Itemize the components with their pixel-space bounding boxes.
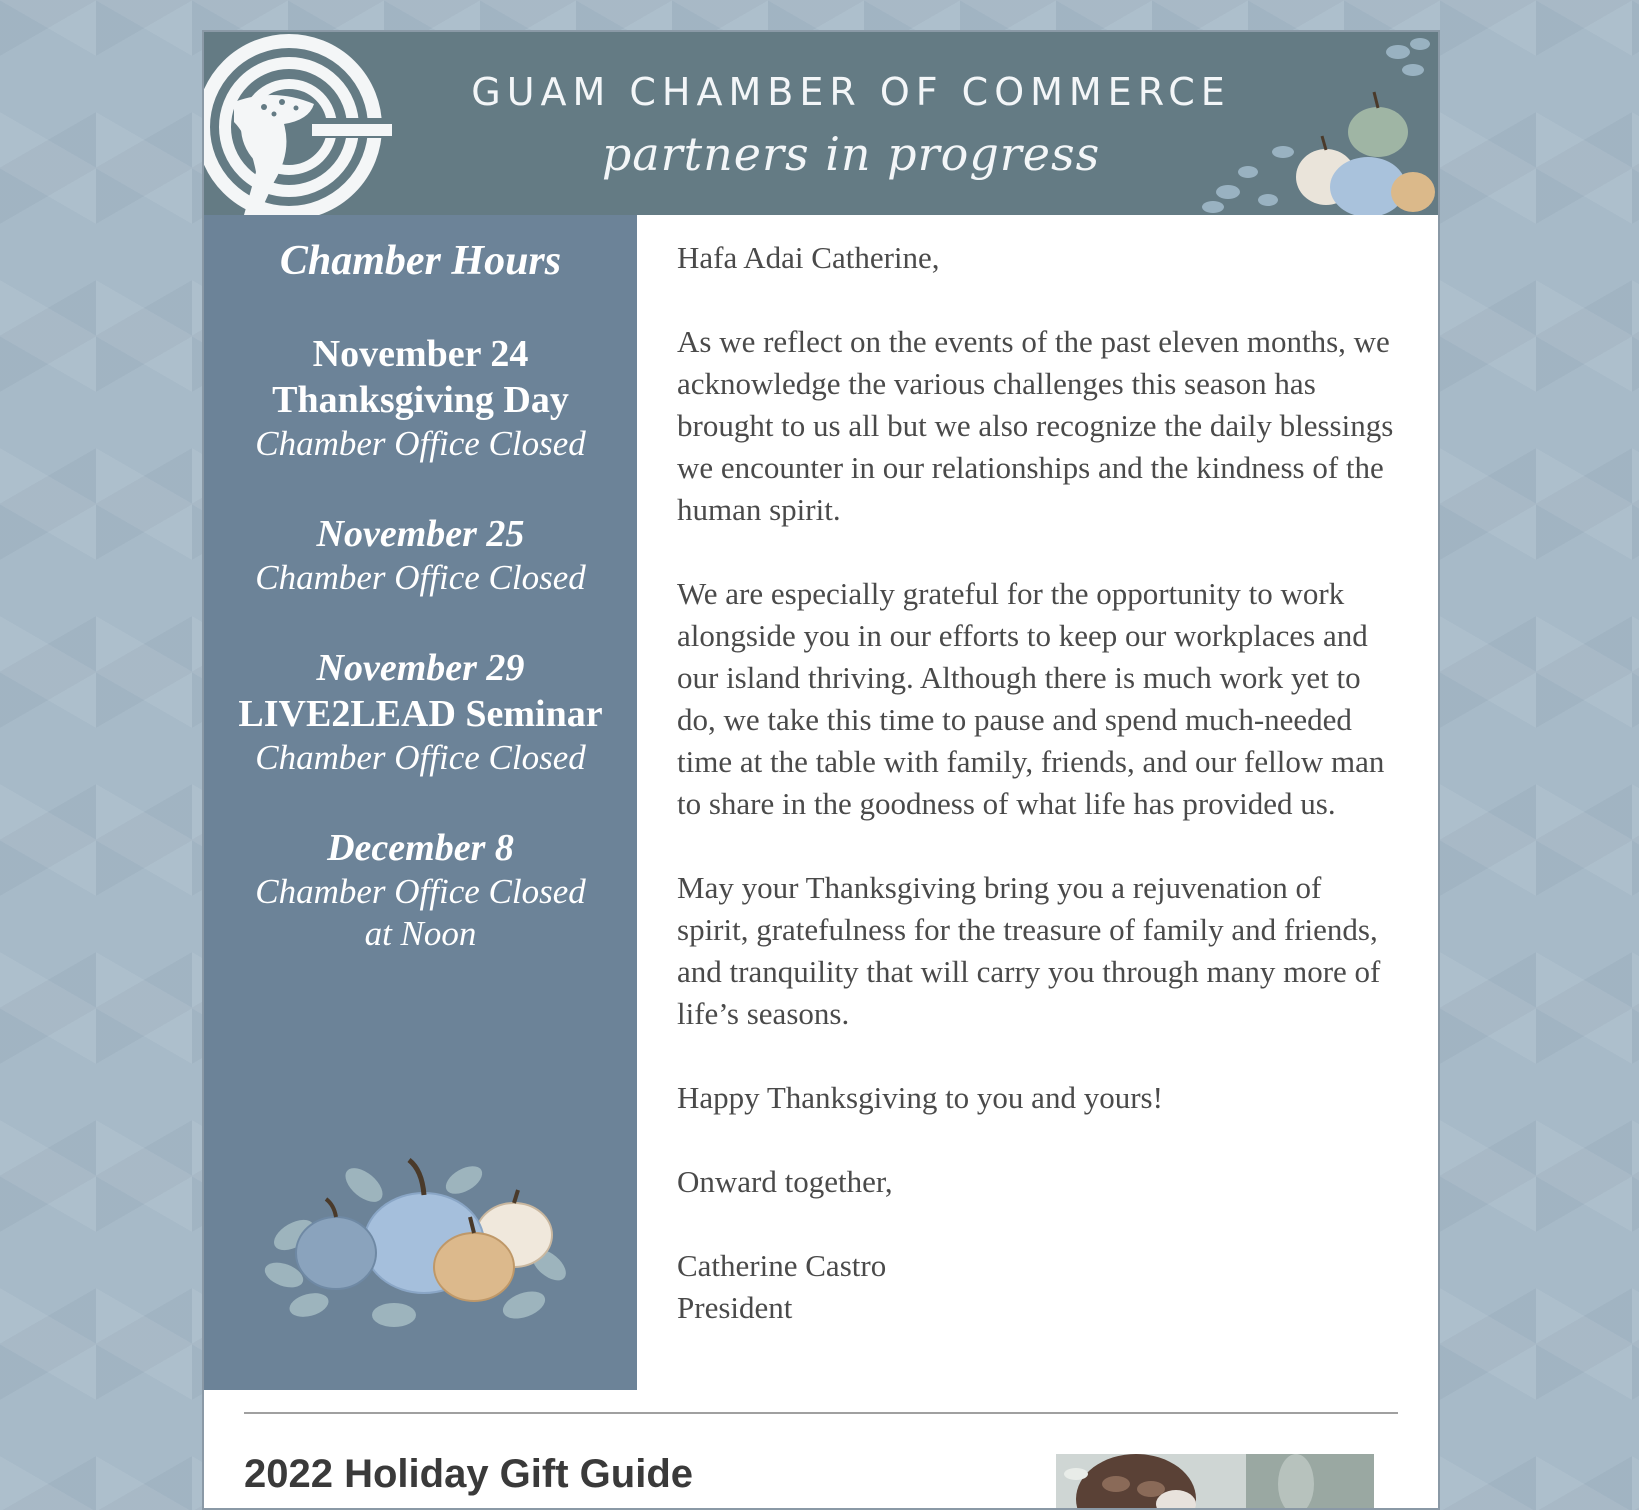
chamber-hours-sidebar	[204, 215, 637, 1390]
hours-date: November 29	[316, 647, 525, 689]
hours-entry	[204, 825, 637, 955]
letter-paragraph: May your Thanksgiving bring you a rejuvenation of spirit, gratefulness for the treasure of family and friends, and tranquility that will carry you through many more of life’s seasons.	[677, 870, 1381, 1031]
pumpkins-illustration-icon	[264, 1155, 574, 1335]
hours-status: Chamber Office Closed	[255, 738, 586, 777]
hours-status-detail: at Noon	[364, 914, 477, 953]
organization-tagline: partners in progress	[601, 127, 1101, 181]
gift-guide-image[interactable]	[1056, 1454, 1374, 1510]
letter-paragraph: Happy Thanksgiving to you and yours!	[677, 1080, 1163, 1115]
hours-entry	[204, 645, 637, 779]
hours-status: Chamber Office Closed	[255, 558, 586, 597]
hours-date: November 25	[316, 513, 525, 555]
signer-name: Catherine Castro	[677, 1248, 887, 1283]
hours-status: Chamber Office Closed	[255, 872, 586, 911]
hours-event: LIVE2LEAD Seminar	[238, 693, 603, 735]
sidebar-title: Chamber Hours	[279, 238, 562, 284]
email-container	[202, 30, 1440, 1510]
organization-name: GUAM CHAMBER OF COMMERCE	[471, 70, 1231, 114]
gift-guide-section	[204, 1414, 1438, 1510]
hours-entry	[204, 511, 637, 599]
letter-greeting: Hafa Adai Catherine,	[677, 240, 940, 275]
header-banner	[204, 32, 1438, 215]
letter-paragraph: As we reflect on the events of the past eleven months, we acknowledge the various challenges this season has brought to us all but we also recognize the daily blessings we encounter in our relationships and the kindness of the human spirit.	[677, 324, 1394, 527]
letter-paragraph: We are especially grateful for the opportunity to work alongside you in our efforts to keep our workplaces and our island thriving. Although there is much work yet to do, we take this time to pause and spend much-needed time at the table with family, friends, and our fellow man to share in the goodness of what life has provided us.	[677, 576, 1385, 821]
hours-date: December 8	[327, 827, 514, 869]
section-title: 2022 Holiday Gift Guide	[244, 1452, 694, 1496]
hours-event: Thanksgiving Day	[272, 379, 569, 421]
signer-title: President	[677, 1290, 793, 1325]
letter-closing: Onward together,	[677, 1164, 893, 1199]
chamber-logo-icon	[204, 32, 394, 215]
pumpkin-decoration-icon	[1188, 32, 1438, 215]
letter-body	[637, 215, 1438, 1390]
hours-date: November 24	[312, 333, 529, 375]
hours-entry	[204, 331, 637, 465]
pinecone-photo-icon	[1056, 1454, 1374, 1510]
hours-status: Chamber Office Closed	[255, 424, 586, 463]
